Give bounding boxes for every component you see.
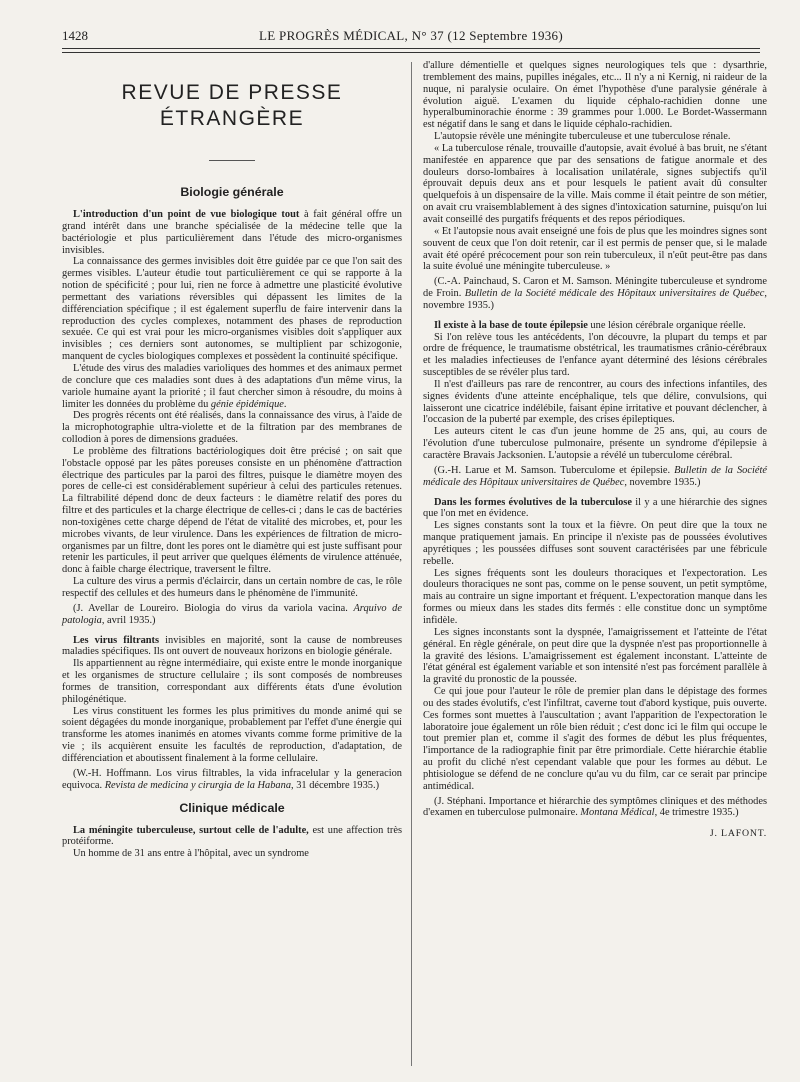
- left-column: [62, 60, 402, 860]
- article-paragraph: Les signes constants sont la toux et la fièvre. On peut dire que la toux ne manque pratiquement jamais. En principe il n'existe pas de poussées évolutives apyrétiques ; les poussées diffuses sont souvent caractérisées par une fébricule rebelle.: [423, 520, 767, 567]
- article-reference: (C.-A. Painchaud, S. Caron et M. Samson. Méningite tuberculeuse et syndrome de Froin. Bulletin de la Société médicale des Hôpitaux universitaires de Québec, novembre 1935.): [423, 276, 767, 311]
- header-rule: [62, 48, 760, 49]
- article-paragraph: Les auteurs citent le cas d'un jeune homme de 25 ans, qui, au cours de l'évolution d'une tuberculose pulmonaire, présente un syndrome d'épilepsie à caractère Bravais Jacksonien. L'autopsie a révélé un tuberculome cérébral.: [423, 426, 767, 461]
- author-signature: J. LAFONT.: [709, 828, 767, 840]
- article-paragraph: « La tuberculose rénale, trouvaille d'autopsie, avait évolué à bas bruit, ne s'étant manifestée en apparence que par des sensations de fatigue anormale et des douleurs dorso-lombaires à localisation unilatérale, signes subjectifs qu'il éprouvait depuis deux ans et pour lesquels le patient avait dû consulter quelquefois à un dispensaire de la ville. Mais comme il était peintre de son métier, on avait cru vraisemblablement à des signes d'intoxication saturnine, puisqu'on lui avait conseillé des purgatifs fréquents et des repos périodiques.: [423, 142, 767, 225]
- page-number: 1428: [62, 28, 88, 43]
- article-paragraph: d'allure démentielle et quelques signes neurologiques tels que : dysarthrie, tremblement des mains, pupilles inégales, etc... Il n'y a ni Kernig, ni raideur de la nuque, ni paralysie oculaire. On émet l'hypothèse d'une paralysie générale à évolution aiguë. L'examen du liquide céphalo-rachidien donne une hyperalbuminorachie énorme : 39 grammes pour 1.000. Le Bordet-Wassermann est négatif dans le sang et dans le liquide céphalo-rachidien.: [423, 60, 767, 131]
- title-divider: [209, 160, 255, 161]
- running-header: [62, 28, 760, 48]
- article-reference: (W.-H. Hoffmann. Los virus filtrables, la vida infracelular y la generacion equivoca. Revista de medicina y cirurgia de la Habana, 31 décembre 1935.): [62, 767, 402, 791]
- article-paragraph: La culture des virus a permis d'éclaircir, dans un certain nombre de cas, le rôle respectif des cellules et des humeurs dans le phénomène de l'immunité.: [62, 576, 402, 599]
- article-paragraph: Les virus constituent les formes les plus primitives du monde animé qui se soient dégagées du monde inorganique, probablement par l'effet d'une énergie qui transforme les atomes inanimés en atomes vivants comme forme primitive de la vie ; ils acquièrent ensuite les facultés de reproduction, d'adaptation, de différenciation et aboutissent finalement à la forme cellulaire.: [62, 705, 402, 764]
- article-paragraph: L'introduction d'un point de vue biologique tout à fait général offre un grand intérêt dans une branche spécialisée de la médecine telle que la bactériologie et plus particulièrement dans l'étude des micro-organismes invisibles.: [62, 209, 402, 256]
- article-paragraph: « Et l'autopsie nous avait enseigné une fois de plus que les moindres signes sont souvent de ceux que l'on doit retenir, car il est permis de penser que, si le malade avait été opéré précocement pour son rein tuberculeux, il n'eût peut-être pas dans la suite évolué une méningite tuberculeuse. »: [423, 225, 767, 273]
- article-paragraph: Ce qui joue pour l'auteur le rôle de premier plan dans le dépistage des formes ou des stades évolutifs, c'est l'infiltrat, caverne tout d'abord kystique, puis ouverte. Ces formes sont muettes à l'auscultation ; avant l'apparition de l'expectoration le laboratoire joue également un rôle bien réduit ; c'est donc ici le film qui occupe le tout premier plan et, comme il s'agit des formes de début les plus fréquentes, l'importance de la radiographie finit par être primordiale. Cette hiérarchie établie au profit du cliché n'est cependant valable que pour les formes au début. Le phtisiologue se défend de ne conclure qu'au vu du film, car ce serait par principe antimédical.: [423, 686, 767, 792]
- section-heading-clinique: Clinique médicale: [179, 800, 285, 815]
- right-column: [423, 60, 767, 840]
- journal-title: LE PROGRÈS MÉDICAL, N° 37 (12 Septembre 1936): [259, 28, 563, 43]
- article-reference: (J. Stéphani. Importance et hiérarchie des symptômes cliniques et des méthodes d'examen en tuberculose pulmonaire. Montana Médical, 4e trimestre 1935.): [423, 795, 767, 819]
- article-paragraph: Les signes fréquents sont les douleurs thoraciques et l'expectoration. Les douleurs thoraciques ne sont pas, comme on le pense souvent, un petit symptôme, mais au contraire un signe important et fréquent. L'expectoration manque dans les formes ou mieux dans les stades dits fermés : elle constitue donc un symptôme infidèle.: [423, 567, 767, 626]
- article-paragraph: Les signes inconstants sont la dyspnée, l'amaigrissement et l'atteinte de l'état général. En règle générale, on peut dire que la dyspnée n'est pas proportionnelle à la gravité des lésions. L'amaigrissement est également inconstant. L'atteinte de l'état général est également variable et son intensité n'est pas forcément parallèle à la gravité du pronostic de la poussée.: [423, 626, 767, 686]
- article-paragraph: La méningite tuberculeuse, surtout celle de l'adulte, est une affection très protéiforme.: [62, 824, 402, 848]
- article-paragraph: Il existe à la base de toute épilepsie une lésion cérébrale organique réelle.: [434, 319, 746, 331]
- article-reference: (J. Avellar de Loureiro. Biologia do virus da variola vacina. Arquivo de patologia, avril 1935.): [62, 602, 402, 626]
- article-paragraph: Si l'on relève tous les antécédents, l'on découvre, la plupart du temps et par ordre de fréquence, le traumatisme obstétrical, les traumatismes crânio-cérébraux et les maladies infectieuses de l'enfance ayant déterminé des lésions cérébrales susceptibles de se révéler plus tard.: [423, 331, 767, 379]
- article-paragraph: Des progrès récents ont été réalisés, dans la connaissance des virus, à l'aide de la microphotographie ultra-violette et de la filtration par des membranes de collodion à pores de dimensions graduées.: [62, 410, 402, 446]
- article-paragraph: L'autopsie révèle une méningite tuberculeuse et une tuberculose rénale.: [434, 131, 731, 143]
- column-separator: [411, 62, 412, 1066]
- page-title: REVUE DE PRESSE ÉTRANGÈRE: [121, 81, 343, 130]
- article-paragraph: Dans les formes évolutives de la tuberculose il y a une hiérarchie des signes que l'on met en évidence.: [423, 496, 767, 520]
- article-paragraph: Ils appartiennent au règne intermédiaire, qui existe entre le monde inorganique et les organismes de structure cellulaire ; ils sont composés de nombreuses formes de transition, correspondant aux différents états d'une évolution philogénétique.: [62, 658, 402, 705]
- article-paragraph: L'étude des virus des maladies varioliques des hommes et des animaux permet de conclure que ces maladies sont dues à des adaptations d'un même virus, la variole humaine ayant la priorité ; il faut chercher simon à résoudre, du moins à limiter les données du problème du génie épidémique.: [62, 362, 402, 410]
- header-rule-thin: [62, 52, 760, 53]
- article-paragraph: Il n'est d'ailleurs pas rare de rencontrer, au cours des infections infantiles, des signes évidents d'une atteinte encéphalique, tels que délire, convulsions, qui laisseront une cicatrice indélébile, faisant épine irritative et pouvant déclencher, à l'occasion de la puberté par exemple, des crises épileptiques.: [423, 378, 767, 426]
- section-heading-biologie: Biologie générale: [180, 185, 284, 199]
- article-paragraph: Un homme de 31 ans entre à l'hôpital, avec un syndrome: [73, 848, 309, 860]
- article-reference: (G.-H. Larue et M. Samson. Tuberculome et épilepsie. Bulletin de la Société médicale des Hôpitaux universitaires de Québec, novembre 1935.): [423, 464, 767, 488]
- article-paragraph: Les virus filtrants invisibles en majorité, sont la cause de nombreuses maladies spécifiques. Ils ont ouvert de nouveaux horizons en biologie générale.: [62, 634, 402, 658]
- article-paragraph: Le problème des filtrations bactériologiques doit être précisé ; on sait que l'obstacle opposé par les pâtes poreuses consiste en un phénomène d'attraction électrique des particules par la paroi des filtres, puisque le diamètre moyen des pores de celle-ci est considérablement supérieur à celui des particules retenues. La filtrabilité dépend donc de deux facteurs : le diamètre relatif des pores du filtre et des particules et la charge électrique de celles-ci ; dans le cas de bactéries non-toxigènes cette charge dépend de l'état de vitalité des microbes, et, pour les microbes vivants, de leur virulence. Dans les expériences de filtration de micro-organismes par un filtre, dont les pores ont le diamètre qui est juste suffisant pour retenir les particules, il peut arriver que quelques éléments de virulence atténuée, donc à faible charge électrique, traversent le filtre.: [62, 445, 402, 576]
- article-paragraph: La connaissance des germes invisibles doit être guidée par ce que l'on sait des germes visibles. L'auteur étudie tout particulièrement ce qui se rapporte à la notion de spécificité ; pour lui, rien ne force à admettre une plasticité évolutive permettant des variations réversibles qui dépassent les limites de la différenciation spécifique ; il est également superflu de faire intervenir dans la reproduction des cycles complexes, notamment des phases de reproduction sexuée. Ce qui est vrai pour les micro-organismes visibles doit s'appliquer aux invisibles ; ces derniers sont autonomes, se multiplient par schizogonie, manquent de cycles biologiques complexes et possèdent la continuité spécifique.: [62, 256, 402, 363]
